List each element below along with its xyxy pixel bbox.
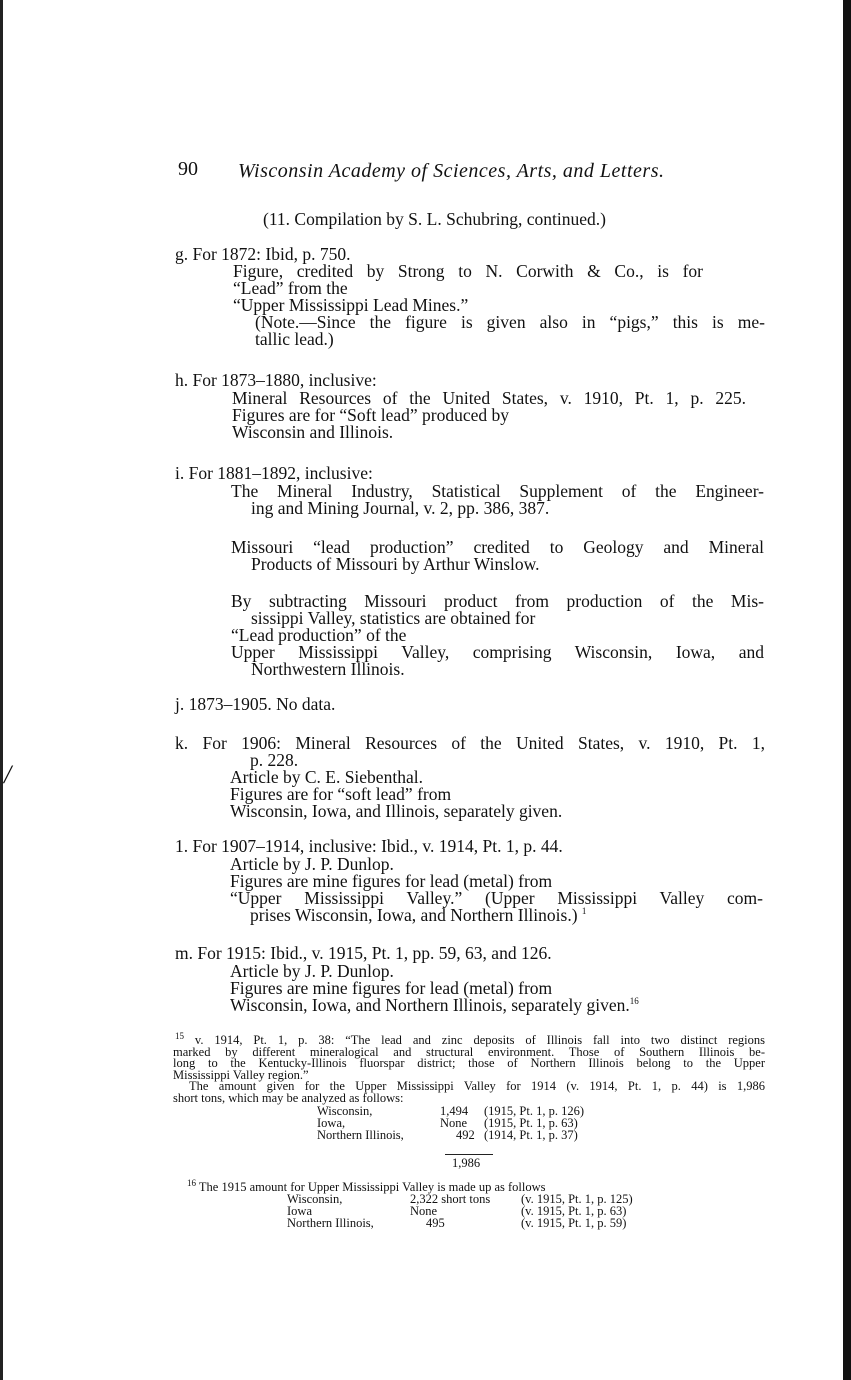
footnote-15: $^{15}$ v. 1914, Pt. 1, p. 38: “The lead and zinc deposits of Illinois fall into two distinct regions marked by different mineralogical and structural environment. Those of Southern Illinois be- long to the Kentucky-Illinois fluorspar district; those of Northern Illinois belong to the Upper Mississippi Valley region.” The amount given for the Upper Mississippi Valley for 1914 (v. 1914, Pt. 1, p. 44) is 1,986 short tons, which may be analyzed as follows: [173, 1030, 766, 1105]
fn16-row-place-1: Wisconsin, [287, 1192, 343, 1206]
margin-mark: / [4, 760, 12, 789]
fn16-row-amount-1: 2,322 short tons [410, 1192, 491, 1206]
fn16-row-place-3: Northern Illinois, [287, 1216, 374, 1230]
entry-i-body: The Mineral Industry, Statistical Supplement of the Engineer- ing and Mining Journal, v. 2, pp. 386, 387. [231, 481, 764, 518]
entry-i-missouri: Missouri “lead production” credited to Geology and Mineral Products of Missouri by Arthur Winslow. [231, 537, 764, 574]
fn16-row-ref-1: (v. 1915, Pt. 1, p. 125) [521, 1192, 633, 1206]
fn15-row-place-1: Wisconsin, [317, 1104, 373, 1118]
entry-g-body: Figure, credited by Strong to N. Corwith & Co., is for “Lead” from the “Upper Mississippi Lead Mines.” [233, 261, 703, 315]
running-title: Wisconsin Academy of Sciences, Arts, and Letters. [238, 160, 665, 182]
footnote-marker-15: 15 [175, 1030, 184, 1041]
entry-k: k. For 1906: Mineral Resources of the United States, v. 1910, Pt. 1, [175, 733, 765, 753]
fn15-total: 1,986 [452, 1156, 481, 1170]
section-subtitle: (11. Compilation by S. L. Schubring, continued.) [263, 209, 607, 229]
entry-m: m. For 1915: Ibid., v. 1915, Pt. 1, pp. 59, 63, and 126. [175, 943, 552, 963]
entry-h-body: Mineral Resources of the United States, v. 1910, Pt. 1, p. 225. Figures are for “Soft lead” produced by Wisconsin and Illinois. [232, 388, 746, 442]
footnote-16: $^{16}$ The 1915 amount for Upper Mississippi Valley is made up as follows [187, 1177, 546, 1194]
fn15-row-place-2: Iowa, [317, 1116, 346, 1130]
fn16-row-amount-2: None [410, 1204, 438, 1218]
entry-m-body: Article by J. P. Dunlop. Figures are mine figures for lead (metal) from Wisconsin, Iowa, and Northern Illinois, separately given.$^{16}$ [230, 961, 639, 1015]
entry-i: i. For 1881–1892, inclusive: [175, 463, 373, 483]
fn15-row-place-3: Northern Illinois, [317, 1128, 404, 1142]
entry-l-body: Article by J. P. Dunlop. Figures are mine figures for lead (metal) from “Upper Mississippi Valley.” (Upper Mississippi Valley com- prises Wisconsin, Iowa, and Northern Illinois.) $^1$ [230, 854, 763, 925]
entry-i-subtract: By subtracting Missouri product from production of the Mis- sissippi Valley, statistics are obtained for “Lead production” of the Upper Mississippi Valley, comprising Wisconsin, Iowa, and Northwestern Illinois. [231, 591, 764, 679]
fn16-row-place-2: Iowa [287, 1204, 312, 1218]
footnote-ref-16: 16 [629, 996, 639, 1007]
fn15-row-amount-1: 1,494 [440, 1104, 469, 1118]
fn16-row-ref-3: (v. 1915, Pt. 1, p. 59) [521, 1216, 627, 1230]
entry-g-note: (Note.—Since the figure is given also in “pigs,” this is me- tallic lead.) [255, 312, 765, 349]
fn16-row-amount-3: 495 [426, 1216, 445, 1230]
fn15-row-ref-1: (1915, Pt. 1, p. 126) [484, 1104, 584, 1118]
entry-l: 1. For 1907–1914, inclusive: Ibid., v. 1914, Pt. 1, p. 44. [175, 836, 563, 856]
entry-g: g. For 1872: Ibid, p. 750. [175, 244, 351, 264]
fn16-row-ref-2: (v. 1915, Pt. 1, p. 63) [521, 1204, 627, 1218]
fn15-row-amount-2: None [440, 1116, 468, 1130]
entry-k-body: p. 228. Article by C. E. Siebenthal. Figures are for “soft lead” from Wisconsin, Iowa, and Illinois, separately given. [230, 750, 563, 821]
entry-j: j. 1873–1905. No data. [175, 694, 336, 714]
fn15-row-ref-3: (1914, Pt. 1, p. 37) [484, 1128, 578, 1142]
entry-h: h. For 1873–1880, inclusive: [175, 370, 377, 390]
fn15-row-ref-2: (1915, Pt. 1, p. 63) [484, 1116, 578, 1130]
sum-rule [445, 1154, 493, 1155]
page-number: 90 [178, 158, 198, 180]
footnote-marker-16: 16 [187, 1177, 196, 1188]
footnote-ref-1: 1 [581, 906, 587, 917]
fn15-row-amount-3: 492 [456, 1128, 475, 1142]
